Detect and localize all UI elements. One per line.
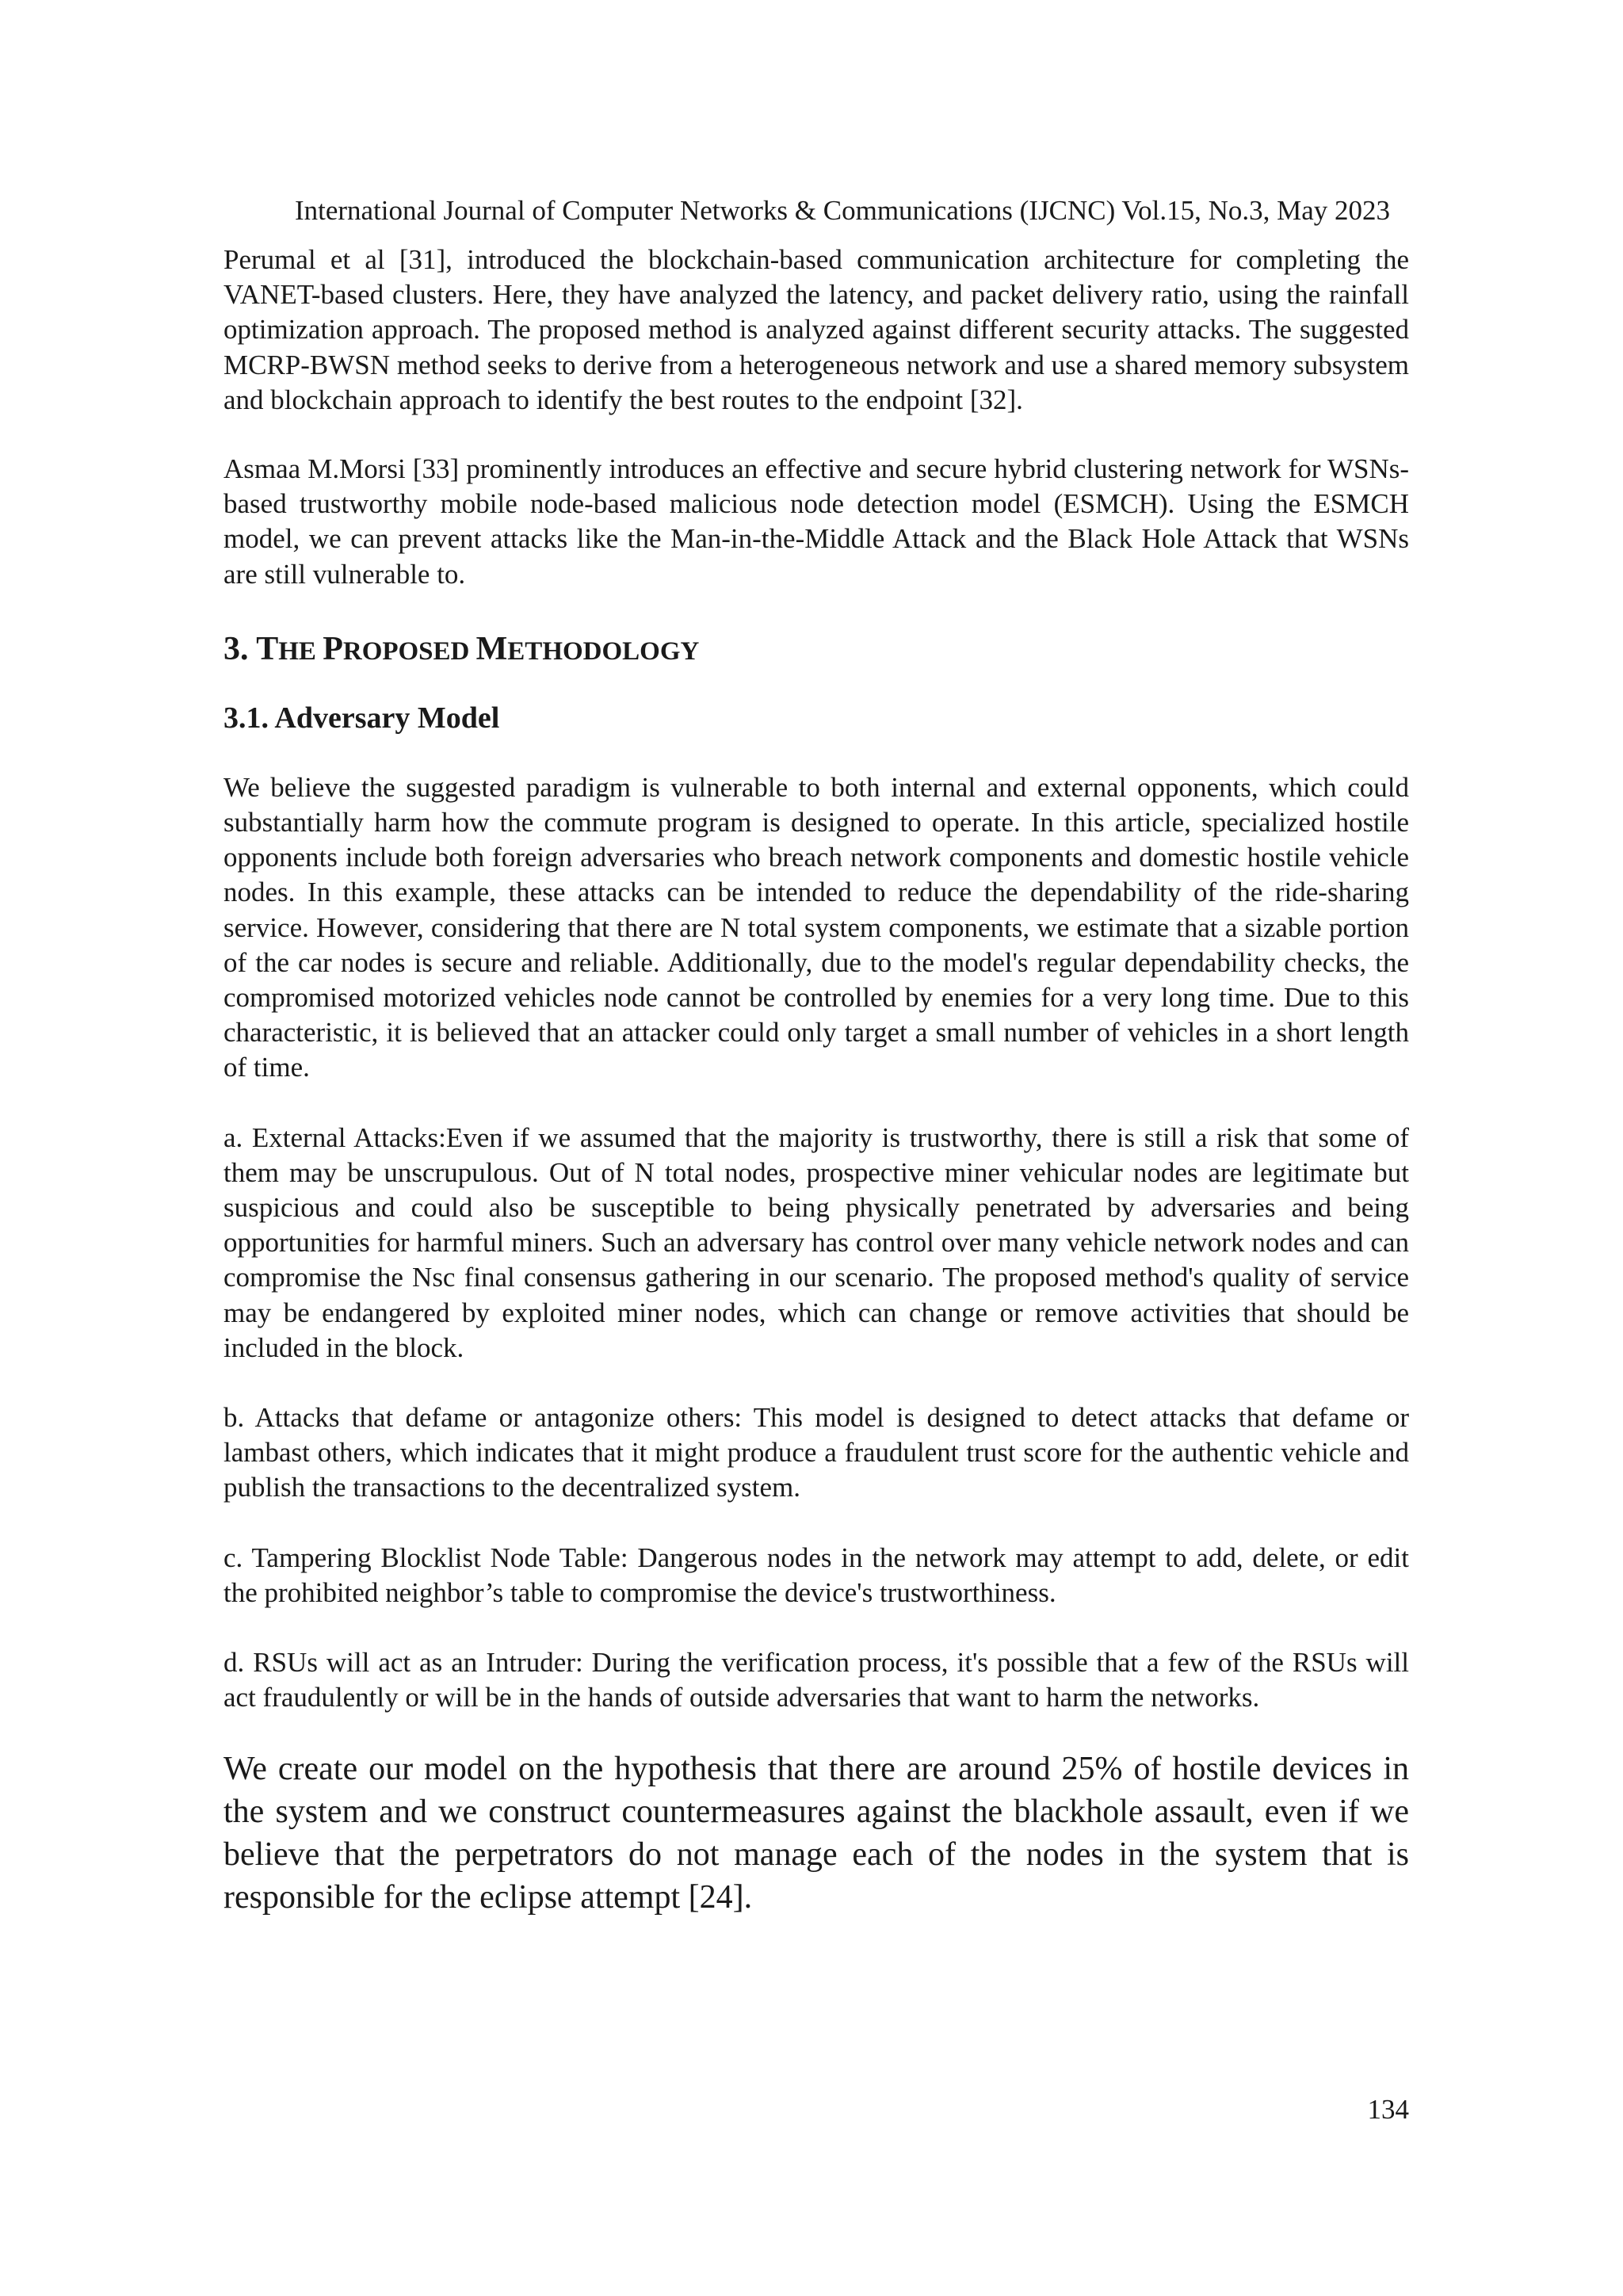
section-smallcaps-ethodology: ETHODOLOGY xyxy=(507,636,700,666)
section-heading xyxy=(223,628,1409,672)
paragraph-morsi: Asmaa M.Morsi [33] prominently introduces an effective and secure hybrid clustering network for WSNs-based trustworthy mobile node-based malicious node detection model (ESMCH). Using the ESMCH model, we can prevent attacks like the Man-in-the-Middle Attack and the Black Hole Attack that WSNs are still vulnerable to. xyxy=(223,453,1409,590)
paragraph-tampering-blocklist: c. Tampering Blocklist Node Table: Dangerous nodes in the network may attempt to add, delete, or edit the prohibited neighbor’s table to compromise the device's trustworthiness. xyxy=(223,1541,1409,1608)
paragraph-hypothesis: We create our model on the hypothesis that there are around 25% of hostile devices in the system and we construct countermeasures against the blackhole assault, even if we believe that the perpetrators do not manage each of the nodes in the system that is responsible for the eclipse attempt [24]. xyxy=(223,1750,1409,1916)
paragraph-external-attacks: a. External Attacks:Even if we assumed that the majority is trustworthy, there is still a risk that some of them may be unscrupulous. Out of N total nodes, prospective miner vehicular nodes are legitimate but suspicious and could also be susceptible to being physically penetrated by adversaries and being opportunities for harmful miners. Such an adversary has control over many vehicle network nodes and can compromise the Nsc final consensus gathering in our scenario. The proposed method's quality of service may be endangered by exploited miner nodes, which can change or remove activities that should be included in the block. xyxy=(223,1121,1409,1363)
section-number: 3. xyxy=(223,630,257,667)
running-header: International Journal of Computer Networks & Communications (IJCNC) Vol.15, No.3, May 2023 xyxy=(294,195,1391,226)
section-cap-p: P xyxy=(323,630,343,667)
subsection-heading: 3.1. Adversary Model xyxy=(223,701,500,735)
paragraph-defame-attacks: b. Attacks that defame or antagonize others: This model is designed to detect attacks that defame or lambast others, which indicates that it might produce a fraudulent trust score for the authentic vehicle and publish the transactions to the decentralized system. xyxy=(223,1402,1409,1503)
section-smallcaps-he: HE xyxy=(278,636,323,666)
paragraph-perumal: Perumal et al [31], introduced the blockchain-based communication architecture for completing the VANET-based clusters. Here, they have analyzed the latency, and packet delivery ratio, using the rainfall optimization approach. The proposed method is analyzed against different security attacks. The suggested MCRP-BWSN method seeks to derive from a heterogeneous network and use a shared memory subsystem and blockchain approach to identify the best routes to the endpoint [32]. xyxy=(223,244,1409,415)
paragraph-adversary-intro: We believe the suggested paradigm is vulnerable to both internal and external opponents, which could substantially harm how the commute program is designed to operate. In this article, specialized hostile opponents include both foreign adversaries who breach network components and domestic hostile vehicle nodes. In this example, these attacks can be intended to reduce the dependability of the ride-sharing service. However, considering that there are N total system components, we estimate that a sizable portion of the car nodes is secure and reliable. Additionally, due to the model's regular dependability checks, the compromised motorized vehicles node cannot be controlled by enemies for a very long time. Due to this characteristic, it is believed that an attacker could only target a small number of vehicles in a short length of time. xyxy=(223,771,1409,1083)
section-cap-m: M xyxy=(475,630,508,667)
section-smallcaps-roposed: ROPOSED xyxy=(342,636,476,666)
section-cap-t: T xyxy=(256,630,279,667)
body-column xyxy=(223,243,1409,1919)
paragraph-rsu-intruder: d. RSUs will act as an Intruder: During the verification process, it's possible that a few of the RSUs will act fraudulently or will be in the hands of outside adversaries that want to harm the networks. xyxy=(223,1647,1409,1713)
page-number: 134 xyxy=(1367,2094,1409,2125)
